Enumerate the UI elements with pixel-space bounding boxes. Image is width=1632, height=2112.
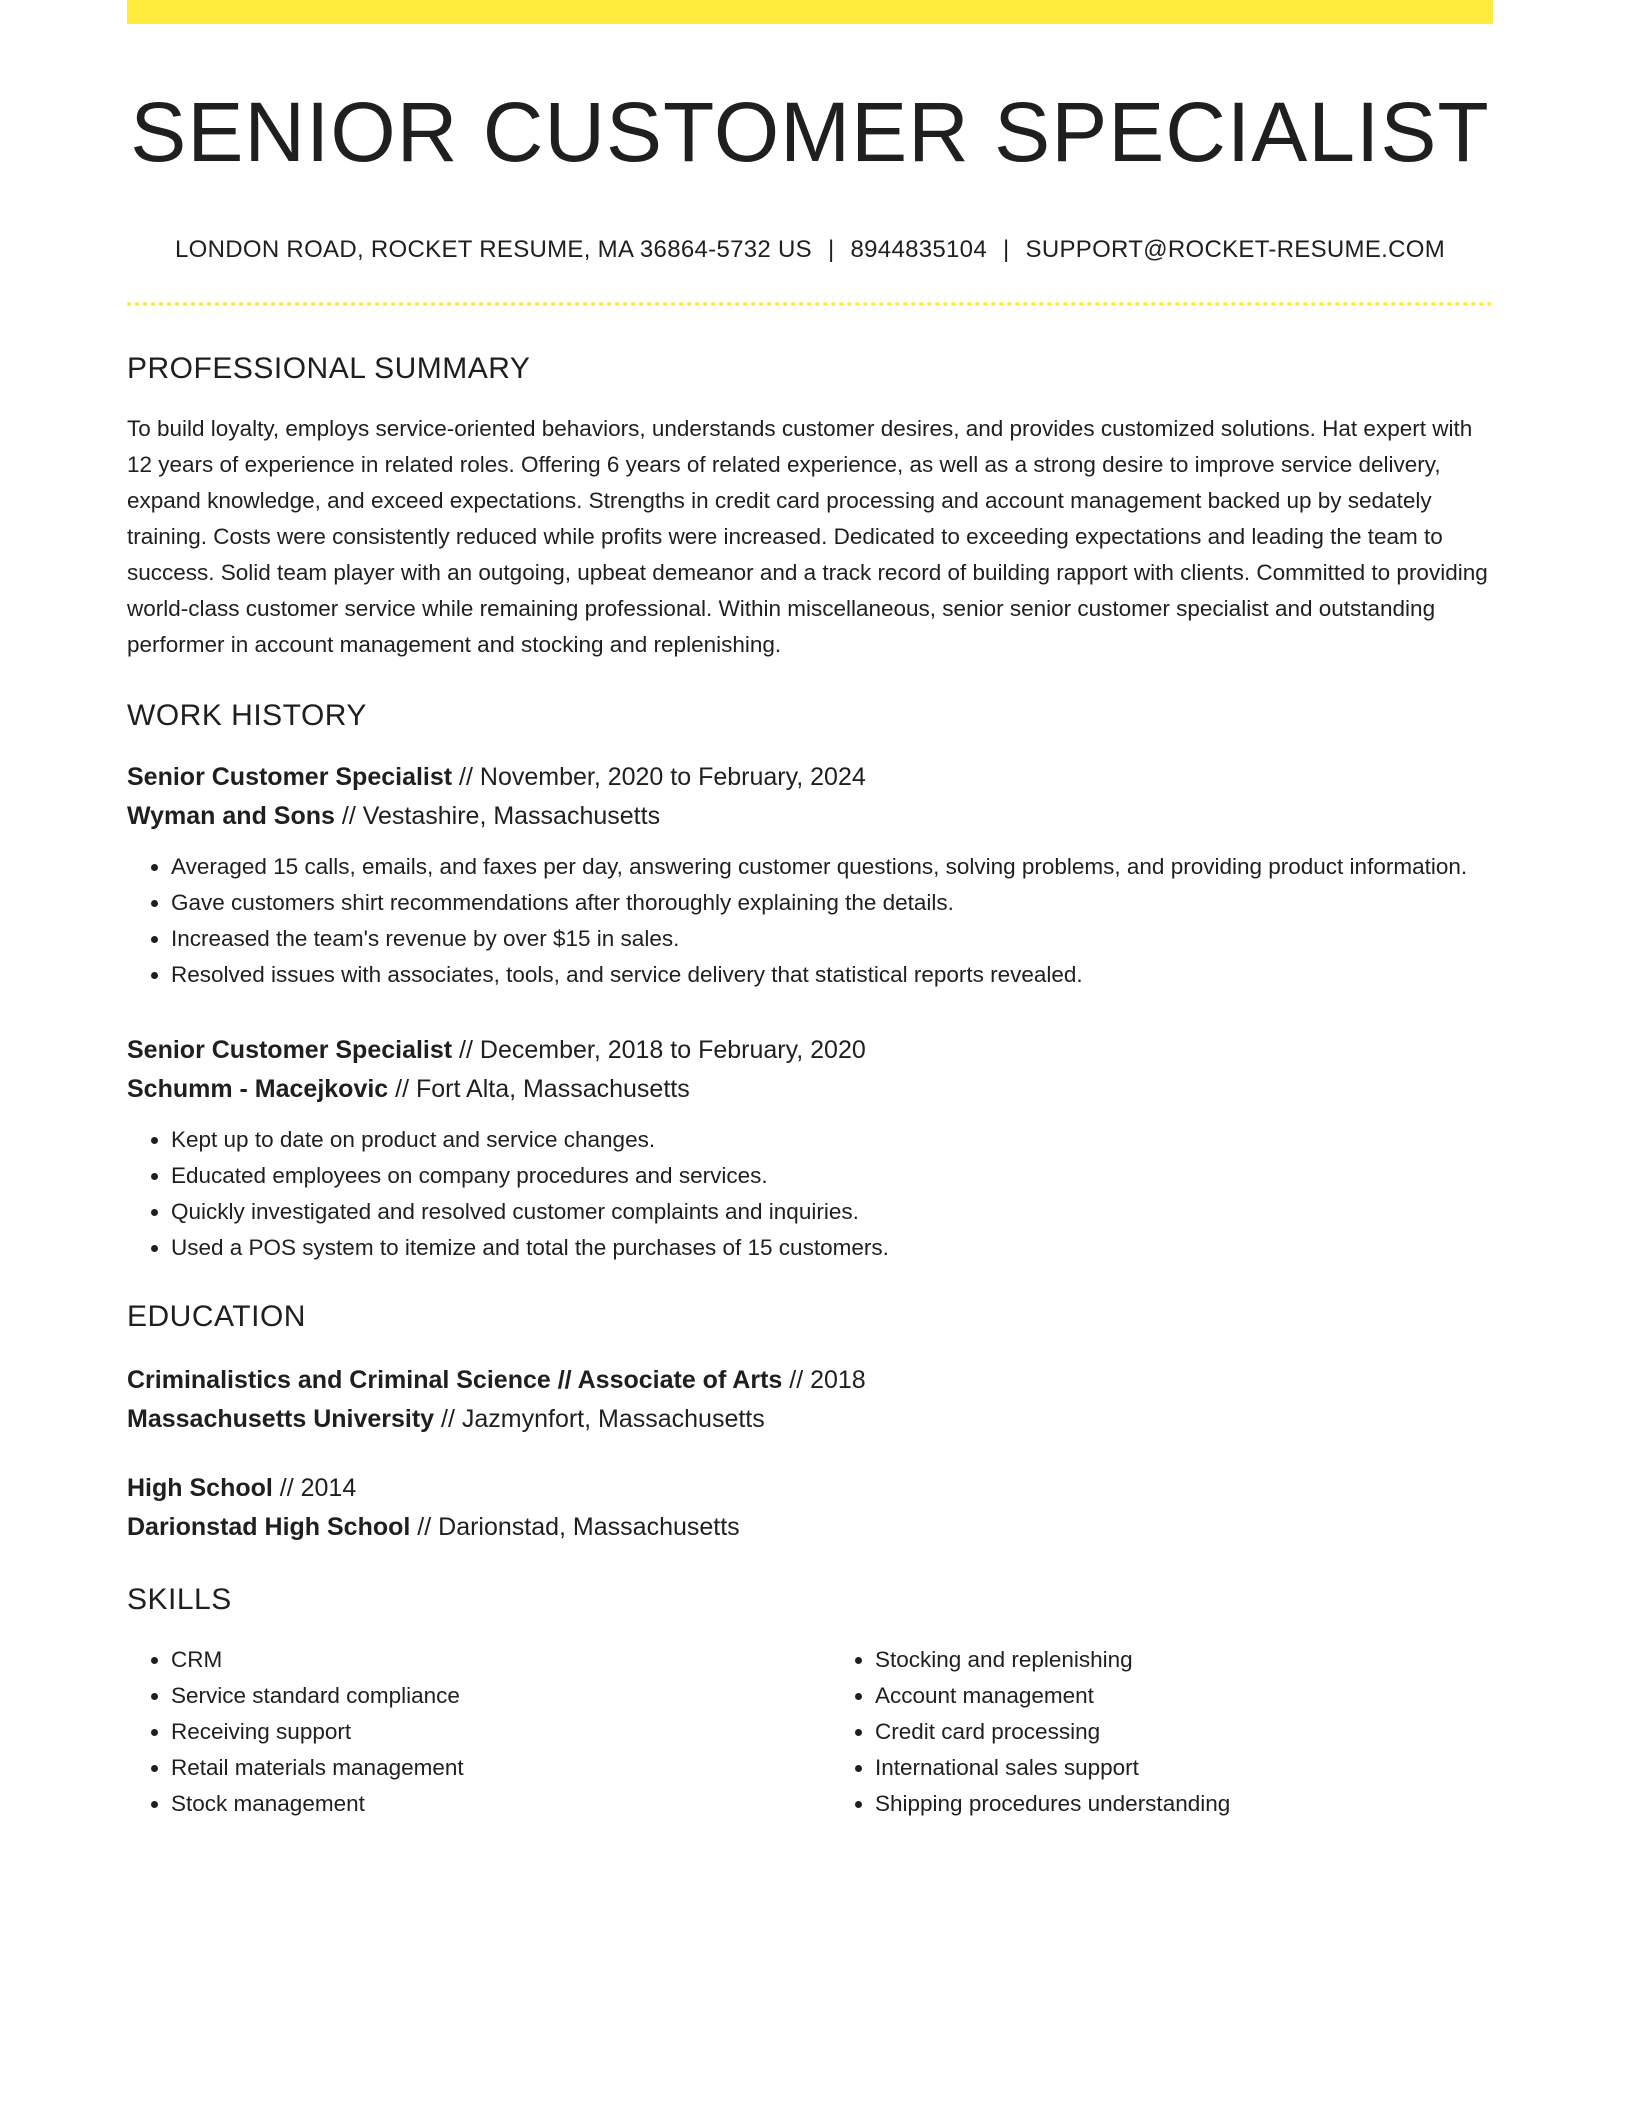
skill-item: • Credit card processing: [875, 1714, 1493, 1750]
education-degree: Criminalistics and Criminal Science // Associate of Arts: [127, 1366, 783, 1395]
job-bullet: • Quickly investigated and resolved customer complaints and inquiries.: [171, 1194, 1493, 1230]
skills-list-right: [831, 1642, 1493, 1822]
job-entry: [127, 1031, 1493, 1266]
resume-page: [127, 0, 1493, 1822]
skill-item: • Shipping procedures understanding: [875, 1786, 1493, 1822]
education-location: // Darionstad, Massachusetts: [410, 1513, 740, 1542]
work-history-heading: WORK HISTORY: [127, 699, 367, 733]
education-entry: [127, 1361, 1493, 1439]
job-bullets: [127, 849, 1493, 993]
education-degree: High School: [127, 1474, 273, 1503]
education-heading: EDUCATION: [127, 1300, 306, 1334]
education-degree-line: [127, 1469, 1493, 1508]
job-title-line: [127, 758, 1493, 797]
skills-heading: SKILLS: [127, 1583, 232, 1617]
contact-separator: |: [827, 236, 835, 264]
skill-item: • Retail materials management: [171, 1750, 789, 1786]
education-location: // Jazmynfort, Massachusetts: [434, 1405, 765, 1434]
job-bullet: • Kept up to date on product and service changes.: [171, 1122, 1493, 1158]
education-year: // 2014: [272, 1474, 357, 1503]
job-company-line: [127, 797, 1493, 836]
contact-separator: |: [1002, 236, 1010, 264]
job-location: // Fort Alta, Massachusetts: [388, 1075, 690, 1104]
education-school: Darionstad High School: [127, 1513, 411, 1542]
education-school-line: [127, 1508, 1493, 1547]
job-bullet: • Used a POS system to itemize and total the purchases of 15 customers.: [171, 1230, 1493, 1266]
dotted-divider: [127, 302, 1493, 306]
job-dates: // November, 2020 to February, 2024: [452, 763, 866, 792]
skills-columns: [127, 1642, 1493, 1822]
skills-list-left: [127, 1642, 789, 1822]
skill-item: • International sales support: [875, 1750, 1493, 1786]
contact-address: LONDON ROAD, ROCKET RESUME, MA 36864-5732 US: [174, 236, 812, 264]
contact-email: SUPPORT@ROCKET-RESUME.COM: [1025, 236, 1445, 264]
resume-title: SENIOR CUSTOMER SPECIALIST: [130, 85, 1490, 179]
job-company-line: [127, 1070, 1493, 1109]
job-bullet: • Resolved issues with associates, tools, and service delivery that statistical reports revealed.: [171, 957, 1493, 993]
skill-item: • Receiving support: [171, 1714, 789, 1750]
accent-top-bar: [127, 0, 1493, 24]
skill-item: • Stocking and replenishing: [875, 1642, 1493, 1678]
contact-line: [127, 236, 1493, 264]
job-location: // Vestashire, Massachusetts: [334, 802, 661, 831]
job-bullet: • Increased the team's revenue by over $15 in sales.: [171, 921, 1493, 957]
education-year: // 2018: [782, 1366, 866, 1395]
education-entry: [127, 1469, 1493, 1547]
summary-text: To build loyalty, employs service-oriented behaviors, understands customer desires, and provides customized solutions. Hat expert with 12 years of experience in related roles. Offering 6 years of related experience, as well as a strong desire to improve service delivery, expand knowledge, and exceed expectations. Strengths in credit card processing and account management backed up by sedately training. Costs were consistently reduced while profits were increased. Dedicated to exceeding expectations and leading the team to success. Solid team player with an outgoing, upbeat demeanor and a track record of building rapport with clients. Committed to providing world-class customer service while remaining professional. Within miscellaneous, senior senior customer specialist and outstanding performer in account management and stocking and replenishing.: [127, 416, 1488, 658]
job-bullet: • Educated employees on company procedures and services.: [171, 1158, 1493, 1194]
education-school: Massachusetts University: [127, 1405, 435, 1434]
job-title: Senior Customer Specialist: [127, 1036, 453, 1065]
job-title-line: [127, 1031, 1493, 1070]
skill-item: • Stock management: [171, 1786, 789, 1822]
skill-item: • Service standard compliance: [171, 1678, 789, 1714]
job-bullet: • Averaged 15 calls, emails, and faxes per day, answering customer questions, solving problems, and providing product information.: [171, 849, 1493, 885]
job-dates: // December, 2018 to February, 2020: [452, 1036, 866, 1065]
skill-item: • Account management: [875, 1678, 1493, 1714]
job-title: Senior Customer Specialist: [127, 763, 453, 792]
job-entry: [127, 758, 1493, 993]
job-bullet: • Gave customers shirt recommendations after thoroughly explaining the details.: [171, 885, 1493, 921]
job-company: Wyman and Sons: [127, 802, 335, 831]
education-school-line: [127, 1400, 1493, 1439]
skill-item: • CRM: [171, 1642, 789, 1678]
job-company: Schumm - Macejkovic: [127, 1075, 389, 1104]
summary-heading: PROFESSIONAL SUMMARY: [127, 352, 531, 386]
job-bullets: [127, 1122, 1493, 1266]
education-degree-line: [127, 1361, 1493, 1400]
contact-phone: 8944835104: [850, 236, 987, 264]
